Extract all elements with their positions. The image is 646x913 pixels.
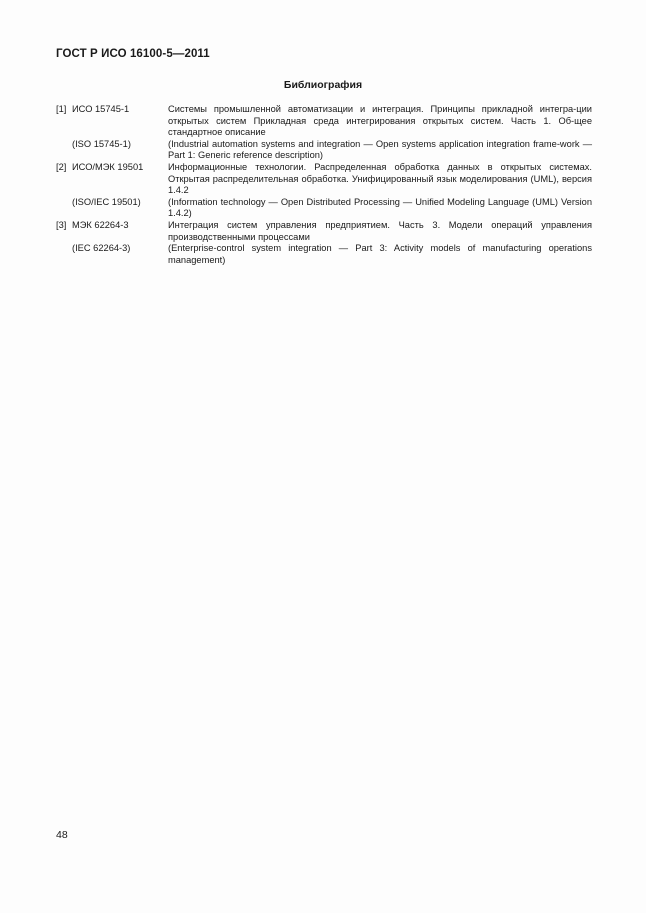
entry-code: МЭК 62264-3 [72,219,129,230]
entry-original-title: (Industrial automation systems and integration — Open systems application integration frame-work — Part 1: Generic reference description) [168,138,592,161]
entry-title: Системы промышленной автоматизации и интеграция. Принципы прикладной интегра-ции открытых систем Прикладная среда интегрирования открытых систем. Часть 1. Об-щее стандартное описание [168,104,592,138]
entry-original-title: (Information technology — Open Distributed Processing — Unified Modeling Language (UML) Version 1.4.2) [168,196,592,219]
entry-original-title: (Enterprise-control system integration — Part 3: Activity models of manufacturing operations management) [168,243,592,265]
entry-original-code: (ISO 15745-1) [72,138,131,149]
document-header: ГОСТ Р ИСО 16100-5—2011 [56,48,210,60]
entry-original [56,197,592,220]
entry-original-code: (IEC 62264-3) [72,243,131,254]
entry-number: [3] [56,219,67,230]
entry-original-code: (ISO/IEC 19501) [72,196,141,207]
entry-title: Информационные технологии. Распределенная обработка данных в открытых системах. Открытая распределительная обработка. Унифицированный язык моделирования (UML), версия 1.4.2 [168,161,592,196]
entry-original [56,243,592,266]
entry-number: [1] [56,104,67,114]
bibliography-title: Библиография [283,79,363,91]
bibliography-list [56,104,592,266]
entry-code: ИСО 15745-1 [72,104,130,114]
bibliography-entry-3 [56,220,592,266]
entry-number: [2] [56,161,67,172]
entry-original [56,139,592,162]
entry-code: ИСО/МЭК 19501 [72,161,144,172]
page-number: 48 [56,829,68,841]
entry-primary [56,220,592,243]
entry-primary [56,162,592,197]
bibliography-entry-2 [56,162,592,220]
bibliography-entry-1 [56,104,592,162]
entry-primary [56,104,592,139]
entry-title: Интеграция систем управления предприятием. Часть 3. Модели операций управления производственными процессами [168,219,592,242]
